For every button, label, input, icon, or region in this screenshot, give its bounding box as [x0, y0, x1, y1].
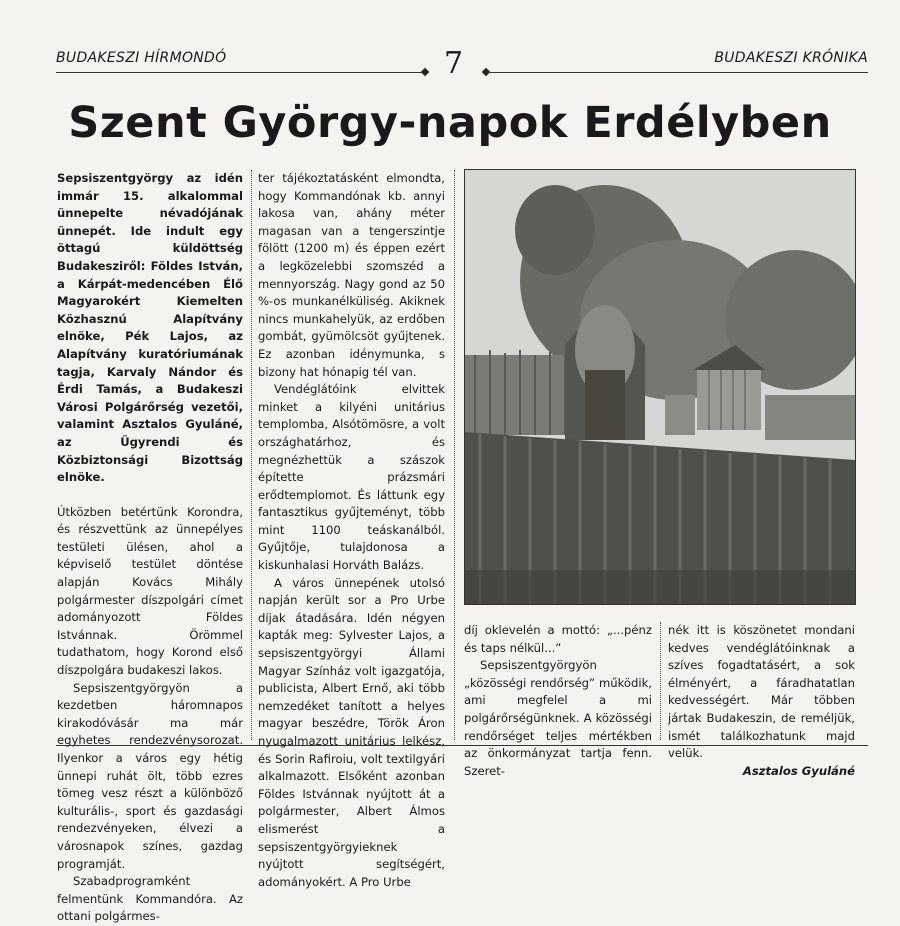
paragraph: A város ünnepének utolsó napján került sor a Pro Urbe díjak átadására. Idén négyen kapták meg: Sylvester Lajos, a sepsiszentgyörgyi Állami Magyar Színház volt igazgatója, publicista, Albert Ernő, aki több nemzedéket tanított a helyes magyar beszédre, Török Áron nyugalmazott unitárius lelkész, és Sorin Rafiroiu, volt textilgyári alkalmazott. Elsőként azonban Földes Istvánnak nyújtott át a polgármester, Albert Álmos elismerést a sepsiszentgyörgyieknek nyújtott segítségért, adományokért. A Pro Urbe	[258, 575, 445, 889]
paragraph: díj oklevelén a mottó: „...pénz és taps nélkül...”	[464, 623, 652, 655]
header-rule-right	[488, 72, 868, 73]
paragraph: Vendéglátóink elvittek minket a kilyéni unitárius templomba, Alsótömösre, a volt országhatárhoz, és megnézhettük a szászok építette prázsmári erődtemplomot. És láttunk egy fantasztikus gyűjteményt, több mint 1100 teáskanálból. Gyűjtője, tulajdonosa a kiskunhalasi Horváth Balázs.	[258, 382, 445, 573]
page-number: 7	[444, 46, 464, 81]
bottom-rule	[56, 745, 868, 746]
column-separator	[660, 622, 661, 740]
paragraph: Sepsiszentgyörgyön a kezdetben háromnapos kirakodóvásár ma már egyhetes rendezvénysorozat. Ilyenkor a város egy hétig ünnepi ruhát ölt, több ezres tömeg vesz részt a különböző kulturális-, sport és gazdasági rendezvényeken, élvezi a városnapok színes, gazdag programját.	[57, 680, 243, 871]
section-name: BUDAKESZI KRÓNIKA	[714, 50, 868, 66]
paragraph: nék itt is köszönetet mondani kedves vendéglátóinknak a szíves fogadtatásért, a sok élményért, a fáradhatatlan kedvességért. Már többen jártak Budakeszin, de reméljük, ismét találkozhatunk majd velük.	[668, 623, 855, 761]
header-diamond-left	[421, 68, 429, 76]
village-fence-photo	[464, 169, 856, 605]
paragraph: Szabadprogramként felmentünk Kommandóra. Az ottani polgármes-	[57, 874, 243, 924]
publication-name: BUDAKESZI HÍRMONDÓ	[56, 50, 227, 66]
paragraph: Útközben betértünk Korondra, és részvettünk az ünnepélyes testületi ülésen, ahol a képviselő testület döntése alapján Kovács Mihály polgármester díszpolgári címet adományozott Földes Istvánnak. Örömmel tudathatom, hogy Korond első díszpolgára budakeszi lakos.	[57, 504, 243, 678]
column-4	[668, 622, 855, 780]
column-1	[57, 170, 243, 926]
article-author: Asztalos Gyuláné	[742, 763, 855, 778]
header-rule-left	[56, 72, 424, 73]
article-title: Szent György-napok Erdélyben	[68, 98, 832, 148]
paragraph: ter tájékoztatásként elmondta, hogy Kommandónak kb. annyi lakosa van, ahány méter magasan van a tengerszintje fölött (1200 m) és éppen ezért a legközelebbi szomszéd a mennyország. Nagy gond az 50 %-os munkanélküliség. Akiknek nincs munkahelyük, az erdőben gombát, gyümölcsöt gyűjtenek. Ez azonban idénymunka, s bizony hat hónapig tél van.	[258, 171, 445, 379]
column-separator	[454, 170, 455, 740]
paragraph: Sepsiszentgyörgyön „közösségi rendőrség” működik, ami megfelel a mi polgárőrségünknek. A közösségi rendőrséget teljes mértékben az önkormányzat tartja fenn. Szeret-	[464, 658, 652, 778]
article-lead: Sepsiszentgyörgy az idén immár 15. alkalommal ünnepelte névadójának ünnepét. Ide indult egy öttagú küldöttség Budakesziről: Földes István, a Kárpát-medencében Élő Magyarokért Kiemelten Közhasznú Alapítvány elnöke, Pék Lajos, az Alapítvány kuratóriumának tagja, Karvaly Nándor és Érdi Tamás, a Budakeszi Városi Polgárőrség vezetői, valamint Asztalos Gyuláné, az Ügyrendi és Közbiztonsági Bizottság elnöke.	[57, 171, 243, 485]
column-3	[464, 622, 652, 780]
column-2	[258, 170, 445, 891]
column-separator	[251, 170, 252, 740]
page-header	[56, 44, 868, 84]
